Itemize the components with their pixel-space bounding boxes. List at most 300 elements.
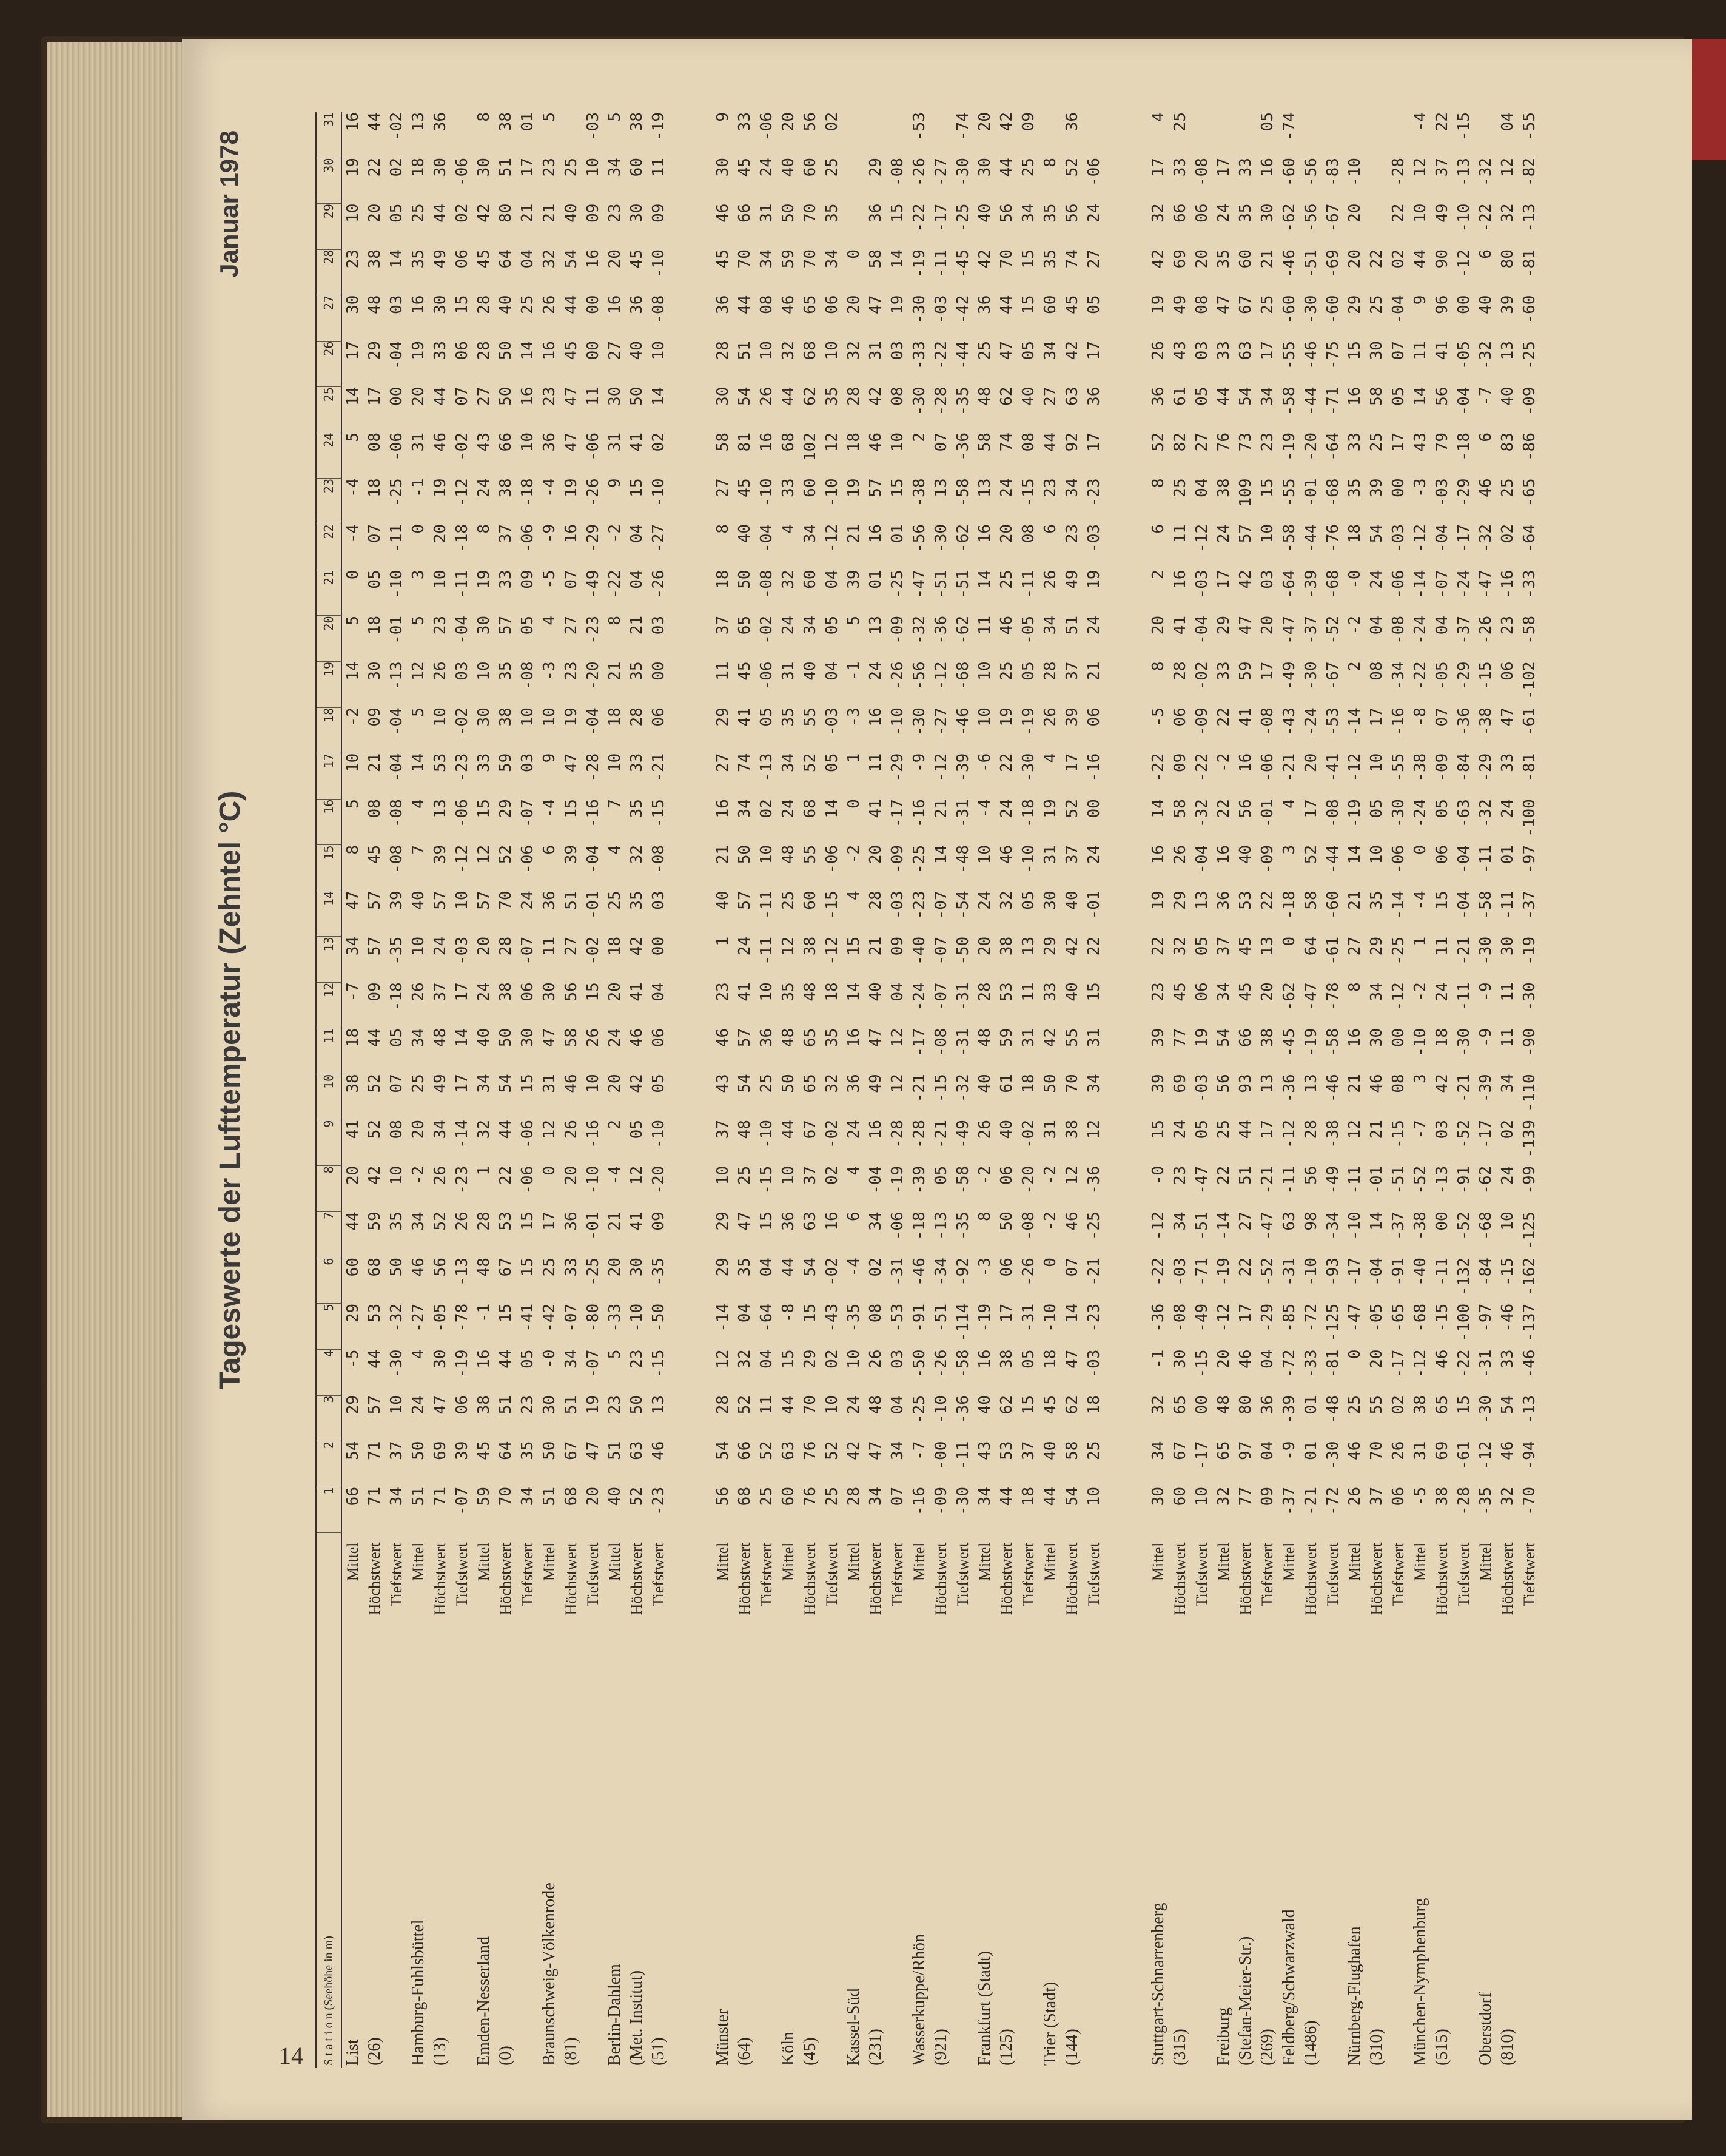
value-cell: 14 xyxy=(344,386,362,406)
row-label: Tiefstwert xyxy=(388,1542,405,1607)
value-cell: -19 xyxy=(888,1165,907,1194)
value-cell: 42 xyxy=(1041,1028,1059,1048)
value-cell: 70 xyxy=(801,249,819,269)
row-label: Tiefstwert xyxy=(453,1542,471,1607)
value-cell: -61 xyxy=(1324,936,1342,965)
value-cell: 17 xyxy=(998,1303,1016,1323)
value-cell: 09 xyxy=(584,203,602,223)
value-cell: -08 xyxy=(519,661,537,690)
value-cell: -12 xyxy=(1389,982,1408,1011)
value-cell: -06 xyxy=(519,1120,537,1149)
value-cell: -78 xyxy=(1324,982,1342,1011)
value-cell: 27 xyxy=(714,478,732,497)
value-cell: 47 xyxy=(562,386,580,406)
value-cell: -0 xyxy=(1346,570,1364,589)
value-cell: 02 xyxy=(1389,1395,1408,1415)
value-cell: -28 xyxy=(932,386,950,416)
value-cell: 26 xyxy=(1389,1441,1408,1460)
row-label: Tiefstwert xyxy=(1085,1542,1103,1607)
value-cell: 65 xyxy=(801,1028,819,1048)
value-cell: -09 xyxy=(1433,753,1451,782)
group-spacer xyxy=(1105,112,1147,2068)
value-cell: 48 xyxy=(867,1395,885,1415)
value-cell: 34 xyxy=(344,936,362,956)
value-cell: 15 xyxy=(453,295,471,314)
value-cell: 24 xyxy=(779,799,798,818)
value-cell: 05 xyxy=(1085,295,1103,314)
day-header: 12 xyxy=(316,982,341,1028)
value-cell: -09 xyxy=(1193,707,1211,736)
value-cell: -1 xyxy=(1149,1349,1167,1369)
value-cell: 07 xyxy=(562,570,580,589)
value-cell: 23 xyxy=(606,1395,624,1415)
value-cell: 40 xyxy=(497,295,515,314)
value-cell: 06 xyxy=(1389,1487,1408,1506)
value-cell: -78 xyxy=(453,1303,471,1332)
value-cell: -02 xyxy=(453,707,471,736)
value-cell: 38 xyxy=(497,707,515,727)
value-cell: 05 xyxy=(388,1028,406,1048)
value-cell: 46 xyxy=(628,1028,646,1048)
value-cell: -35 xyxy=(1477,1487,1495,1515)
value-cell: 42 xyxy=(845,1441,863,1460)
value-cell: 36 xyxy=(714,295,732,314)
value-cell: 65 xyxy=(1215,1441,1233,1460)
value-cell: 30 xyxy=(1171,1349,1189,1369)
value-cell: -04 xyxy=(867,1165,885,1194)
value-cell: 35 xyxy=(1041,203,1059,223)
row-label: Höchstwert xyxy=(366,1542,383,1615)
value-cell: 6 xyxy=(1477,249,1495,259)
station-name: Braunschweig-Völkenrode xyxy=(540,1882,559,2066)
value-cell: -26 xyxy=(910,158,928,187)
value-cell: 60 xyxy=(801,158,819,177)
value-cell: 46 xyxy=(1237,1349,1255,1369)
value-cell: 31 xyxy=(779,661,798,681)
value-cell: -5 xyxy=(540,570,559,589)
value-cell: 35 xyxy=(779,707,798,727)
value-cell: 16 xyxy=(562,524,580,544)
value-cell: 54 xyxy=(714,1441,732,1460)
value-cell: 10 xyxy=(976,707,994,727)
value-cell: -71 xyxy=(1193,1258,1211,1287)
value-cell: 02 xyxy=(453,203,471,223)
value-cell: 62 xyxy=(801,386,819,406)
value-cell: 05 xyxy=(1019,1349,1038,1369)
value-cell: 44 xyxy=(366,112,384,132)
value-cell: 18 xyxy=(1019,1487,1038,1506)
value-cell: 39 xyxy=(1368,478,1386,497)
value-cell: 46 xyxy=(431,433,449,452)
value-cell: -32 xyxy=(1477,799,1495,828)
value-cell: 35 xyxy=(497,661,515,681)
value-cell: -40 xyxy=(1411,1258,1429,1287)
value-cell: 57 xyxy=(475,891,493,910)
value-cell: 26 xyxy=(757,386,776,406)
value-cell: 51 xyxy=(606,1441,624,1460)
value-cell: 25 xyxy=(1019,158,1038,177)
value-cell: 31 xyxy=(1019,1028,1038,1048)
value-cell: 14 xyxy=(1346,844,1364,864)
value-cell: 26 xyxy=(431,661,449,681)
row-label: Mittel xyxy=(540,1542,558,1582)
value-cell: 34 xyxy=(779,753,798,772)
value-cell: 47 xyxy=(736,1211,754,1231)
value-cell: 25 xyxy=(823,158,841,177)
value-cell: -52 xyxy=(1455,1211,1473,1241)
value-cell: 33 xyxy=(628,753,646,772)
value-cell: 32 xyxy=(475,1120,493,1139)
value-cell: -19 xyxy=(1215,1258,1233,1287)
value-cell: 35 xyxy=(388,1211,406,1231)
value-cell: 41 xyxy=(736,707,754,727)
value-cell: 31 xyxy=(409,433,428,452)
value-cell: 53 xyxy=(431,753,449,772)
value-cell: 20 xyxy=(606,982,624,1002)
value-cell: 45 xyxy=(1237,936,1255,956)
value-cell: -13 xyxy=(1520,1395,1539,1424)
value-cell: 50 xyxy=(388,1258,406,1277)
row-label: Höchstwert xyxy=(497,1542,514,1615)
value-cell: -64 xyxy=(757,1303,776,1332)
value-cell: 63 xyxy=(1237,341,1255,360)
value-cell: -08 xyxy=(388,844,406,874)
day-header: 3 xyxy=(316,1395,341,1441)
value-cell: 20 xyxy=(409,1120,428,1139)
value-cell: -40 xyxy=(910,936,928,965)
value-cell: 47 xyxy=(344,891,362,910)
value-cell: 60 xyxy=(1041,295,1059,314)
value-cell: 32 xyxy=(1499,1487,1517,1506)
table-body xyxy=(341,112,1540,2068)
value-cell: -55 xyxy=(1389,753,1408,782)
value-cell: 19 xyxy=(475,570,493,589)
value-cell: 04 xyxy=(1193,478,1211,497)
value-cell: 46 xyxy=(998,844,1016,864)
value-cell: -44 xyxy=(1302,386,1320,416)
value-cell: 70 xyxy=(1063,1074,1081,1093)
value-cell: 46 xyxy=(714,1028,732,1048)
value-cell: -55 xyxy=(1520,112,1539,141)
value-cell: 35 xyxy=(628,799,646,818)
value-cell: -27 xyxy=(409,1303,428,1332)
value-cell: 40 xyxy=(976,1074,994,1093)
value-cell: 18 xyxy=(714,570,732,589)
value-cell: -03 xyxy=(584,112,602,141)
value-cell: 4 xyxy=(409,799,428,809)
value-cell: 77 xyxy=(1237,1487,1255,1506)
table-row xyxy=(777,112,799,2068)
day-header: 9 xyxy=(316,1120,341,1166)
value-cell: 20 xyxy=(344,1165,362,1185)
value-cell: 04 xyxy=(757,1349,776,1369)
value-cell: -29 xyxy=(1477,753,1495,782)
value-cell: 14 xyxy=(1149,799,1167,818)
value-cell: 22 xyxy=(1215,707,1233,727)
value-cell: 10 xyxy=(1085,1487,1103,1506)
value-cell: -16 xyxy=(1389,707,1408,736)
value-cell: 00 xyxy=(650,936,668,956)
row-label: Mittel xyxy=(845,1542,862,1582)
value-cell: 53 xyxy=(998,982,1016,1002)
value-cell: -10 xyxy=(584,1165,602,1194)
value-cell: -1 xyxy=(475,1303,493,1323)
value-cell: 08 xyxy=(366,433,384,452)
value-cell: 06 xyxy=(1433,844,1451,864)
value-cell: -21 xyxy=(1302,1487,1320,1515)
value-cell: 41 xyxy=(344,1120,362,1139)
value-cell: 10 xyxy=(650,341,668,360)
table-row xyxy=(1213,112,1235,2068)
value-cell: -33 xyxy=(606,1303,624,1332)
value-cell: -52 xyxy=(1411,1165,1429,1194)
value-cell: 00 xyxy=(1389,478,1408,497)
value-cell: -04 xyxy=(388,753,406,782)
table-row xyxy=(429,112,451,2068)
value-cell: 05 xyxy=(823,615,841,635)
value-cell: -44 xyxy=(1302,524,1320,553)
value-cell: -36 xyxy=(1149,1303,1167,1332)
value-cell: 66 xyxy=(1171,203,1189,223)
value-cell: -04 xyxy=(388,707,406,736)
value-cell: -14 xyxy=(1389,891,1408,920)
value-cell: 19 xyxy=(1085,570,1103,589)
value-cell: -01 xyxy=(1085,891,1103,920)
value-cell: 36 xyxy=(1215,891,1233,910)
value-cell: 01 xyxy=(1302,1441,1320,1460)
value-cell: 25 xyxy=(736,1165,754,1185)
value-cell: 06 xyxy=(453,1395,471,1415)
value-cell: 04 xyxy=(650,982,668,1002)
value-cell: -65 xyxy=(1520,478,1539,507)
value-cell: 16 xyxy=(1171,570,1189,589)
value-cell: 16 xyxy=(845,1028,863,1048)
value-cell: 30 xyxy=(1258,203,1277,223)
station-name: Feldberg/Schwarzwald xyxy=(1280,1909,1298,2066)
value-cell: -23 xyxy=(650,1487,668,1515)
value-cell: 13 xyxy=(409,112,428,132)
value-cell: 03 xyxy=(650,891,668,910)
value-cell: 38 xyxy=(1063,1120,1081,1139)
value-cell: 37 xyxy=(1368,1487,1386,1506)
value-cell: 46 xyxy=(714,203,732,223)
value-cell: -49 xyxy=(1324,1165,1342,1194)
value-cell: -14 xyxy=(714,1303,732,1332)
value-cell: -28 xyxy=(1455,1487,1473,1515)
value-cell: -11 xyxy=(1019,570,1038,599)
value-cell: -58 xyxy=(1520,615,1539,644)
value-cell: 39 xyxy=(431,844,449,864)
rotated-content xyxy=(212,112,1539,2068)
value-cell: 39 xyxy=(845,570,863,589)
value-cell: -10 xyxy=(757,1120,776,1149)
value-cell: -18 xyxy=(1280,891,1298,920)
value-cell: 10 xyxy=(388,1165,406,1185)
value-cell: -62 xyxy=(954,524,972,553)
value-cell: 20 xyxy=(431,524,449,544)
value-cell: 10 xyxy=(409,936,428,956)
value-cell: -125 xyxy=(1520,1211,1539,1250)
value-cell: -39 xyxy=(910,1165,928,1194)
value-cell: 11 xyxy=(1019,982,1038,1002)
value-cell: 109 xyxy=(1237,478,1255,507)
value-cell: -18 xyxy=(910,1211,928,1241)
value-cell: 13 xyxy=(1258,1074,1277,1093)
value-cell: 43 xyxy=(475,433,493,452)
row-label: Mittel xyxy=(1280,1542,1298,1582)
value-cell: 25 xyxy=(1499,478,1517,497)
value-cell: 05 xyxy=(1193,936,1211,956)
value-cell: 24 xyxy=(519,891,537,910)
value-cell: 0 xyxy=(1041,1258,1059,1267)
value-cell: 34 xyxy=(409,1028,428,1048)
value-cell: 19 xyxy=(562,478,580,497)
value-cell: -35 xyxy=(845,1303,863,1332)
value-cell: 00 xyxy=(584,341,602,360)
value-cell: -47 xyxy=(1258,1211,1277,1241)
value-cell: 25 xyxy=(1171,112,1189,132)
value-cell: 32 xyxy=(1215,1487,1233,1506)
value-cell: 06 xyxy=(519,982,537,1002)
value-cell: 00 xyxy=(388,386,406,406)
value-cell: 12 xyxy=(1346,1120,1364,1139)
value-cell: -22 xyxy=(1193,753,1211,782)
value-cell: 32 xyxy=(779,570,798,589)
value-cell: 22 xyxy=(1368,249,1386,269)
value-cell: -20 xyxy=(650,1165,668,1194)
row-label: Tiefstwert xyxy=(1324,1542,1342,1607)
value-cell: -09 xyxy=(888,844,907,874)
value-cell: 28 xyxy=(976,982,994,1002)
value-cell: 58 xyxy=(976,433,994,452)
value-cell: 06 xyxy=(998,1165,1016,1185)
value-cell: 32 xyxy=(1149,1395,1167,1415)
value-cell: 17 xyxy=(1368,707,1386,727)
value-cell: -14 xyxy=(1411,570,1429,599)
value-cell: 54 xyxy=(1499,1395,1517,1415)
value-cell: -34 xyxy=(1389,661,1408,690)
day-header: 19 xyxy=(316,661,341,707)
value-cell: 10 xyxy=(584,158,602,177)
value-cell: 25 xyxy=(757,1074,776,1093)
value-cell: -7 xyxy=(344,982,362,1002)
station-name: (310) xyxy=(1367,2029,1386,2066)
value-cell: -09 xyxy=(888,615,907,644)
row-label: Tiefstwert xyxy=(584,1542,602,1607)
table-row xyxy=(1083,112,1105,2068)
value-cell: 37 xyxy=(714,615,732,635)
value-cell: 15 xyxy=(845,936,863,956)
value-cell: 34 xyxy=(388,1487,406,1506)
value-cell: 40 xyxy=(1041,1441,1059,1460)
value-cell: 34 xyxy=(409,1211,428,1231)
value-cell: 68 xyxy=(779,433,798,452)
station-name xyxy=(517,1669,539,2068)
value-cell: 33 xyxy=(779,478,798,497)
value-cell: 03 xyxy=(1433,1120,1451,1139)
value-cell: 34 xyxy=(801,615,819,635)
value-cell: 00 xyxy=(1193,1395,1211,1415)
value-cell: -01 xyxy=(1258,799,1277,828)
value-cell: -68 xyxy=(954,661,972,690)
day-header: 5 xyxy=(316,1304,341,1350)
value-cell: 12 xyxy=(1411,158,1429,177)
table-row xyxy=(1409,112,1431,2068)
value-cell: -46 xyxy=(1499,1303,1517,1332)
value-cell: 35 xyxy=(1237,203,1255,223)
value-cell: 10 xyxy=(823,1395,841,1415)
value-cell: -48 xyxy=(1324,1395,1342,1424)
value-cell: 96 xyxy=(1433,295,1451,314)
value-cell: -06 xyxy=(823,844,841,874)
value-cell: 22 xyxy=(366,158,384,177)
value-cell: -51 xyxy=(932,1303,950,1332)
value-cell: 18 xyxy=(1346,524,1364,544)
value-cell: -52 xyxy=(1455,1120,1473,1149)
value-cell: 20 xyxy=(1346,203,1364,223)
value-cell: 32 xyxy=(540,249,559,269)
row-label: Mittel xyxy=(779,1542,797,1582)
value-cell: -68 xyxy=(1324,478,1342,507)
value-cell: 40 xyxy=(1499,386,1517,406)
value-cell: 50 xyxy=(540,1441,559,1460)
row-label: Mittel xyxy=(1411,1542,1429,1582)
value-cell: 69 xyxy=(1433,1441,1451,1460)
value-cell: 22 xyxy=(1215,799,1233,818)
station-name: Nürnberg-Flughafen xyxy=(1345,1926,1364,2066)
value-cell: -26 xyxy=(1019,1258,1038,1287)
value-cell: 51 xyxy=(409,1487,428,1506)
value-cell: -58 xyxy=(1280,386,1298,416)
value-cell: 23 xyxy=(540,158,559,177)
value-cell: 02 xyxy=(823,112,841,132)
value-cell: 26 xyxy=(540,295,559,314)
value-cell: 04 xyxy=(1368,615,1386,635)
value-cell: -64 xyxy=(1324,433,1342,461)
value-cell: 34 xyxy=(606,158,624,177)
value-cell: 31 xyxy=(757,203,776,223)
value-cell: 09 xyxy=(366,982,384,1002)
value-cell: 29 xyxy=(344,1395,362,1415)
value-cell: 08 xyxy=(888,386,907,406)
value-cell: 14 xyxy=(519,341,537,360)
value-cell: -22 xyxy=(932,341,950,370)
value-cell: 14 xyxy=(976,570,994,589)
value-cell: 70 xyxy=(801,1395,819,1415)
value-cell: 02 xyxy=(757,799,776,818)
value-cell: -01 xyxy=(388,615,406,644)
value-cell: 26 xyxy=(453,1211,471,1231)
value-cell: 01 xyxy=(888,524,907,544)
value-cell: 06 xyxy=(650,707,668,727)
value-cell: -31 xyxy=(1019,1303,1038,1332)
value-cell: 24 xyxy=(1499,799,1517,818)
value-cell: 43 xyxy=(976,1441,994,1460)
value-cell: -13 xyxy=(932,1211,950,1241)
value-cell: 20 xyxy=(1193,249,1211,269)
value-cell: -28 xyxy=(1389,158,1408,187)
value-cell: 02 xyxy=(1499,1120,1517,1139)
value-cell: 44 xyxy=(1041,433,1059,452)
value-cell: -25 xyxy=(1520,341,1539,370)
day-header: 22 xyxy=(316,524,341,570)
value-cell: 71 xyxy=(366,1441,384,1460)
value-cell: 22 xyxy=(1085,936,1103,956)
value-cell: 11 xyxy=(1171,524,1189,544)
value-cell: 98 xyxy=(1302,1211,1320,1231)
value-cell: -37 xyxy=(1520,891,1539,920)
row-label: Höchstwert xyxy=(932,1542,950,1615)
